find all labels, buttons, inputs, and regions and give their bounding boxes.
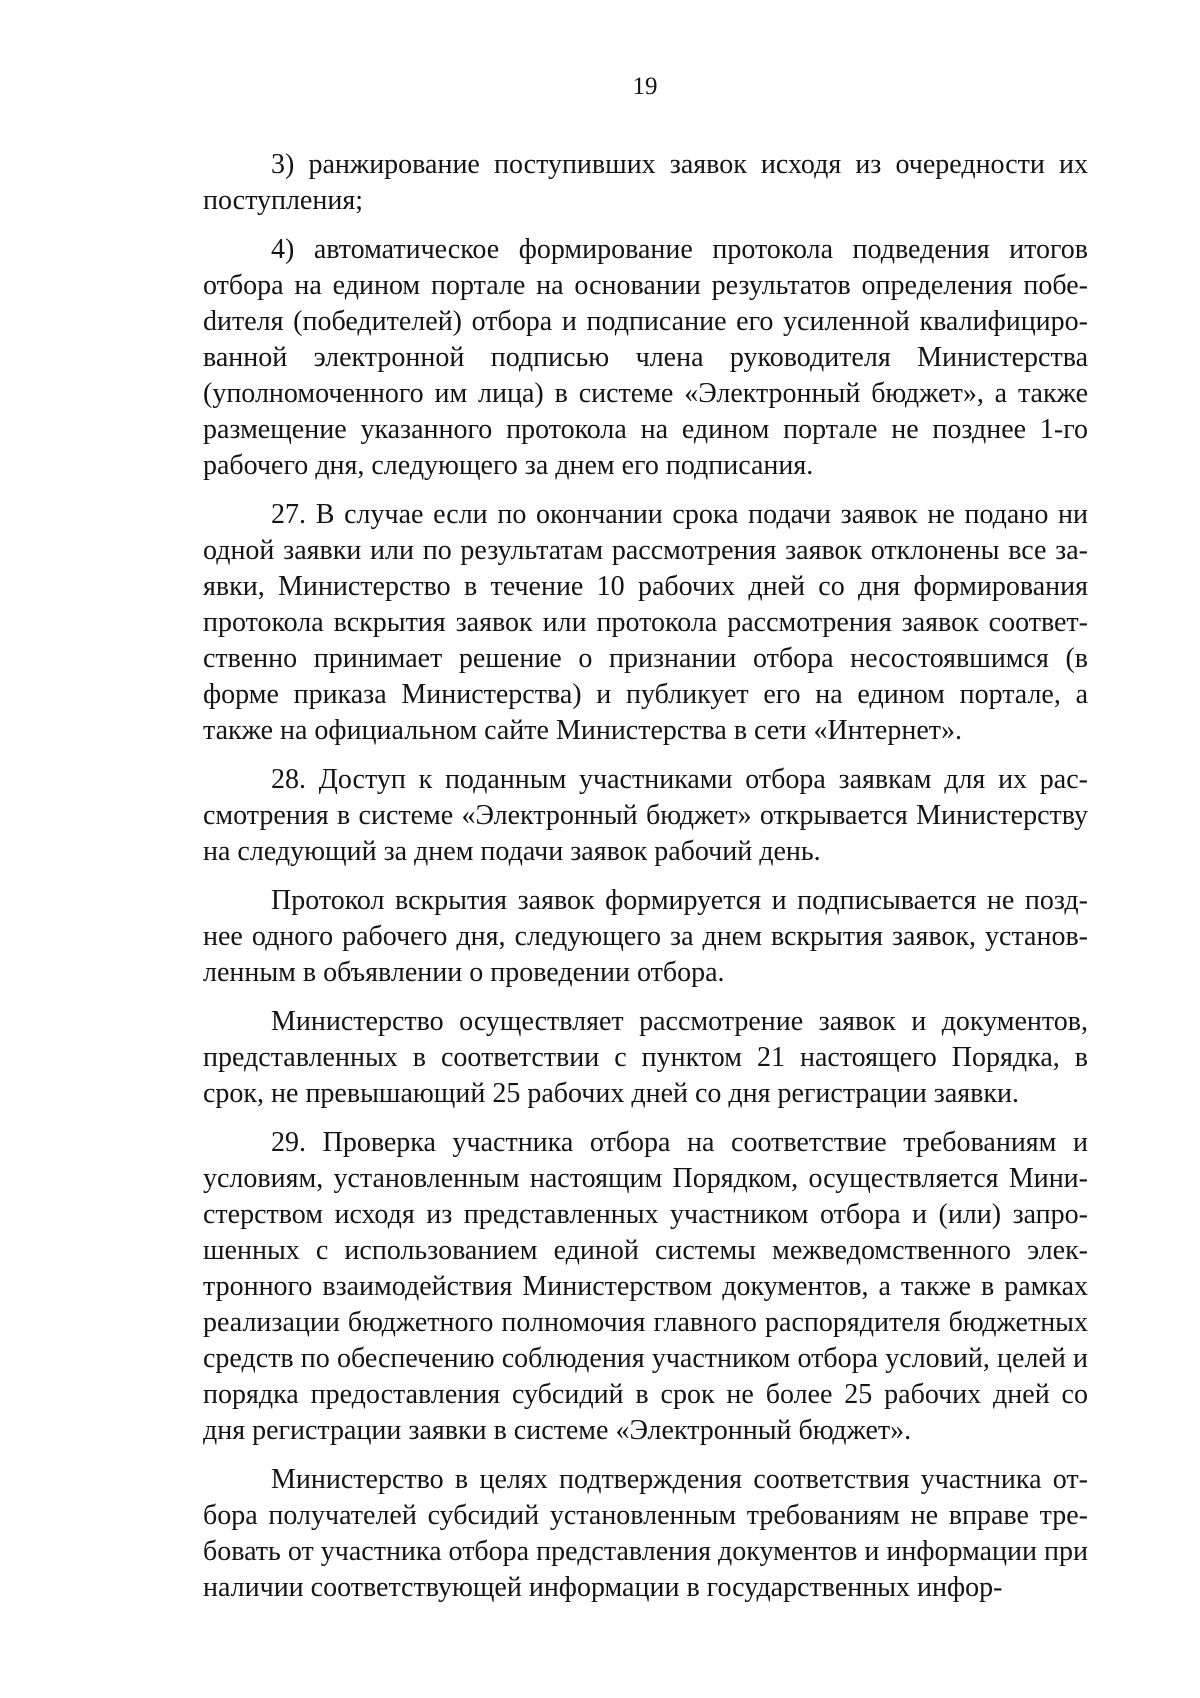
page-number: 19 xyxy=(632,73,658,100)
paragraph-28: 28. Доступ к поданным участниками отбора заявкам для их рассмотрения в системе «Электронный бюджет» открывается Министерству на следующий за днем подачи заявок рабочий день. xyxy=(203,764,1088,867)
paragraph-review-term: Министерство осуществляет рассмотрение заявок и документов, представленных в соответствии с пунктом 21 настоящего Порядка, в срок, не превышающий 25 рабочих дней со дня регистрации заявки. xyxy=(203,1006,1088,1109)
paragraph-29: 29. Проверка участника отбора на соответствие требованиям и условиям, установленным настоящим Порядком, осуществляется Министерством исходя из представленных участником отбора и (или) запрошенных с использованием единой системы межведомственного электронного взаимодействия Министерством документов, а также в рамках реализации бюджетного полномочия главного распорядителя бюджетных средств по обеспечению соблюдения участником отбора условий, целей и порядка предоставления субсидий в срок не более 25 рабочих дней со дня регистрации заявки в системе «Электронный бюджет». xyxy=(203,1127,1088,1446)
paragraph-confirmation: Министерство в целях подтверждения соответствия участника отбора получателей субсидий установленным требованиям не вправе требовать от участника отбора представления документов и информации при наличии соответствующей информации в государственных инфор- xyxy=(203,1464,1088,1603)
paragraph-opening-protocol: Протокол вскрытия заявок формируется и подписывается не позднее одного рабочего дня, следующего за днем вскрытия заявок, установленным в объявлении о проведении отбора. xyxy=(203,885,1088,988)
paragraph-item-3: 3) ранжирование поступивших заявок исходя из очередности их поступления; xyxy=(203,149,1088,216)
paragraph-item-4: 4) автоматическое формирование протокола подведения итогов отбора на едином портале на основании результатов определения побеdителя (победителей) отбора и подписание его усиленной квалифицированной электронной подписью члена руководителя Министерства (уполномоченного им лица) в системе «Электронный бюджет», а также размещение указанного протокола на едином портале не позднее 1-го рабочего дня, следующего за днем его подписания. xyxy=(203,234,1088,481)
document-body xyxy=(203,147,1088,1606)
paragraph-27: 27. В случае если по окончании срока подачи заявок не подано ни одной заявки или по результатам рассмотрения заявок отклонены все заявки, Министерство в течение 10 рабочих дней со дня формирования протокола вскрытия заявок или протокола рассмотрения заявок соответственно принимает решение о признании отбора несостоявшимся (в форме приказа Министерства) и публикует его на едином портале, а также на официальном сайте Министерства в сети «Интернет». xyxy=(203,499,1088,746)
